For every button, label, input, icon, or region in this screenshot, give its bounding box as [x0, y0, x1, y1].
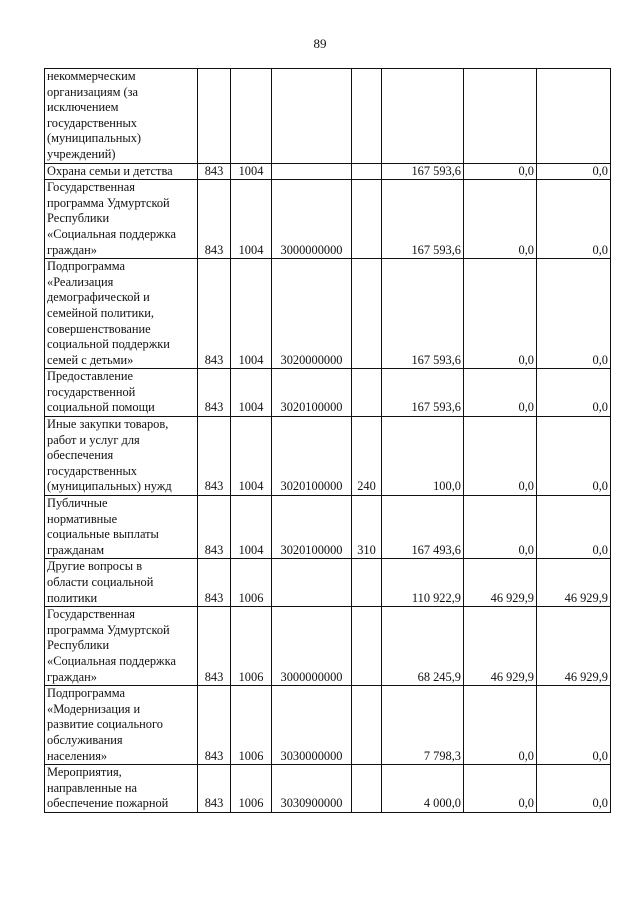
amount-year3-cell: 46 929,9: [537, 559, 611, 607]
admin-code-cell: 843: [198, 496, 231, 559]
admin-code-cell: 843: [198, 180, 231, 259]
item-name-line: Республики: [47, 211, 110, 226]
item-name-line: Подпрограмма: [47, 259, 125, 274]
item-name-line: развитие социального: [47, 717, 163, 732]
expense-type-cell: [352, 259, 382, 369]
table-row: [45, 69, 611, 164]
amount-year1-cell: 4 000,0: [382, 765, 464, 813]
amount-year2-cell: 46 929,9: [464, 607, 537, 686]
amount-year1-cell: 110 922,9: [382, 559, 464, 607]
target-article-cell: 3000000000: [272, 607, 352, 686]
budget-table: [44, 68, 611, 813]
section-code-cell: 1004: [231, 180, 272, 259]
amount-year3-cell: 0,0: [537, 180, 611, 259]
item-name-line: Государственная: [47, 607, 135, 622]
item-name-line: обеспечение пожарной: [47, 796, 169, 811]
item-name-line: направленные на: [47, 780, 137, 795]
item-name-line: политики: [47, 590, 98, 605]
section-code-cell: 1004: [231, 496, 272, 559]
item-name-line: Другие вопросы в: [47, 559, 143, 574]
amount-year1-cell: 167 593,6: [382, 163, 464, 180]
item-name-line: государственной: [47, 384, 136, 399]
admin-code-cell: [198, 69, 231, 164]
item-name-cell: [45, 559, 198, 607]
admin-code-cell: 843: [198, 163, 231, 180]
amount-year2-cell: 0,0: [464, 369, 537, 417]
item-name-line: социальной помощи: [47, 400, 155, 415]
item-name-line: нормативные: [47, 511, 118, 526]
amount-year3-cell: [537, 69, 611, 164]
item-name-line: организациям (за: [47, 84, 139, 99]
section-code-cell: [231, 69, 272, 164]
item-name-cell: [45, 69, 198, 164]
item-name-line: Публичные: [47, 496, 108, 511]
amount-year2-cell: 0,0: [464, 163, 537, 180]
section-code-cell: 1004: [231, 163, 272, 180]
target-article-cell: 3000000000: [272, 180, 352, 259]
target-article-cell: [272, 559, 352, 607]
target-article-cell: 3020000000: [272, 259, 352, 369]
item-name-line: Подпрограмма: [47, 686, 125, 701]
admin-code-cell: 843: [198, 607, 231, 686]
item-name-cell: [45, 496, 198, 559]
item-name-line: государственных: [47, 115, 138, 130]
amount-year3-cell: 0,0: [537, 163, 611, 180]
item-name-line: программа Удмуртской: [47, 622, 170, 637]
section-code-cell: 1006: [231, 765, 272, 813]
item-name-line: области социальной: [47, 575, 154, 589]
amount-year1-cell: 167 593,6: [382, 180, 464, 259]
target-article-cell: [272, 163, 352, 180]
amount-year1-cell: 100,0: [382, 417, 464, 496]
amount-year3-cell: 0,0: [537, 417, 611, 496]
item-name-cell: [45, 417, 198, 496]
item-name-line: совершенствование: [47, 321, 151, 336]
item-name-line: программа Удмуртской: [47, 195, 170, 210]
item-name-cell: [45, 765, 198, 813]
table-row: [45, 369, 611, 417]
item-name-line: «Социальная поддержка: [47, 226, 176, 241]
item-name-line: Мероприятия,: [47, 765, 122, 780]
amount-year2-cell: 0,0: [464, 496, 537, 559]
section-code-cell: 1006: [231, 607, 272, 686]
target-article-cell: 3020100000: [272, 369, 352, 417]
amount-year2-cell: [464, 69, 537, 164]
item-name-line: социальной поддержки: [47, 337, 170, 352]
expense-type-cell: [352, 765, 382, 813]
table-row: [45, 496, 611, 559]
expense-type-cell: [352, 607, 382, 686]
expense-type-cell: [352, 686, 382, 765]
item-name-cell: [45, 369, 198, 417]
amount-year3-cell: 0,0: [537, 765, 611, 813]
expense-type-cell: 240: [352, 417, 382, 496]
item-name-line: граждан»: [47, 242, 97, 257]
item-name-cell: [45, 163, 198, 180]
expense-type-cell: [352, 559, 382, 607]
amount-year2-cell: 0,0: [464, 686, 537, 765]
admin-code-cell: 843: [198, 686, 231, 765]
table-row: [45, 417, 611, 496]
amount-year3-cell: 46 929,9: [537, 607, 611, 686]
amount-year1-cell: 7 798,3: [382, 686, 464, 765]
item-name-line: (муниципальных): [47, 131, 142, 146]
item-name-line: Предоставление: [47, 369, 133, 384]
section-code-cell: 1006: [231, 559, 272, 607]
item-name-line: Государственная: [47, 180, 135, 195]
item-name-cell: [45, 259, 198, 369]
item-name-line: «Социальная поддержка: [47, 653, 176, 668]
section-code-cell: 1004: [231, 417, 272, 496]
item-name-line: исключением: [47, 100, 119, 115]
table-row: [45, 559, 611, 607]
amount-year2-cell: 0,0: [464, 180, 537, 259]
item-name-line: работ и услуг для: [47, 432, 140, 447]
admin-code-cell: 843: [198, 259, 231, 369]
item-name-cell: [45, 607, 198, 686]
target-article-cell: 3020100000: [272, 417, 352, 496]
item-name-line: обеспечения: [47, 448, 114, 463]
amount-year2-cell: 46 929,9: [464, 559, 537, 607]
page-number: 89: [313, 36, 327, 51]
amount-year1-cell: [382, 69, 464, 164]
expense-type-cell: [352, 69, 382, 164]
amount-year2-cell: 0,0: [464, 259, 537, 369]
item-name-line: социальные выплаты: [47, 527, 159, 542]
amount-year2-cell: 0,0: [464, 765, 537, 813]
expense-type-cell: [352, 163, 382, 180]
amount-year1-cell: 167 593,6: [382, 369, 464, 417]
table-row: [45, 180, 611, 259]
expense-type-cell: [352, 369, 382, 417]
table-row: [45, 607, 611, 686]
amount-year3-cell: 0,0: [537, 369, 611, 417]
admin-code-cell: 843: [198, 417, 231, 496]
expense-type-cell: [352, 180, 382, 259]
item-name-line: гражданам: [47, 542, 105, 557]
item-name-cell: [45, 180, 198, 259]
table-row: [45, 259, 611, 369]
item-name-cell: [45, 686, 198, 765]
item-name-line: обслуживания: [47, 732, 123, 747]
item-name-line: «Модернизация и: [47, 701, 141, 716]
target-article-cell: 3020100000: [272, 496, 352, 559]
admin-code-cell: 843: [198, 765, 231, 813]
item-name-line: демографической и: [47, 290, 150, 305]
item-name-line: Иные закупки товаров,: [47, 417, 169, 432]
section-code-cell: 1006: [231, 686, 272, 765]
amount-year3-cell: 0,0: [537, 496, 611, 559]
admin-code-cell: 843: [198, 369, 231, 417]
section-code-cell: 1004: [231, 369, 272, 417]
amount-year3-cell: 0,0: [537, 686, 611, 765]
target-article-cell: 3030000000: [272, 686, 352, 765]
item-name-line: Охрана семьи и детства: [47, 163, 173, 178]
item-name-line: (муниципальных) нужд: [47, 479, 172, 494]
target-article-cell: 3030900000: [272, 765, 352, 813]
item-name-line: Республики: [47, 638, 110, 653]
table-row: [45, 686, 611, 765]
table-body: [45, 69, 611, 813]
amount-year1-cell: 167 493,6: [382, 496, 464, 559]
item-name-line: «Реализация: [47, 274, 114, 289]
item-name-line: некоммерческим: [47, 69, 136, 83]
target-article-cell: [272, 69, 352, 164]
item-name-line: семейной политики,: [47, 305, 154, 320]
item-name-line: семей с детьми»: [47, 352, 134, 367]
item-name-line: учреждений): [47, 146, 116, 161]
item-name-line: населения»: [47, 748, 108, 763]
item-name-line: государственных: [47, 463, 138, 478]
amount-year1-cell: 68 245,9: [382, 607, 464, 686]
table-row: [45, 163, 611, 180]
admin-code-cell: 843: [198, 559, 231, 607]
amount-year3-cell: 0,0: [537, 259, 611, 369]
expense-type-cell: 310: [352, 496, 382, 559]
item-name-line: граждан»: [47, 669, 97, 684]
table-row: [45, 765, 611, 813]
amount-year2-cell: 0,0: [464, 417, 537, 496]
section-code-cell: 1004: [231, 259, 272, 369]
amount-year1-cell: 167 593,6: [382, 259, 464, 369]
